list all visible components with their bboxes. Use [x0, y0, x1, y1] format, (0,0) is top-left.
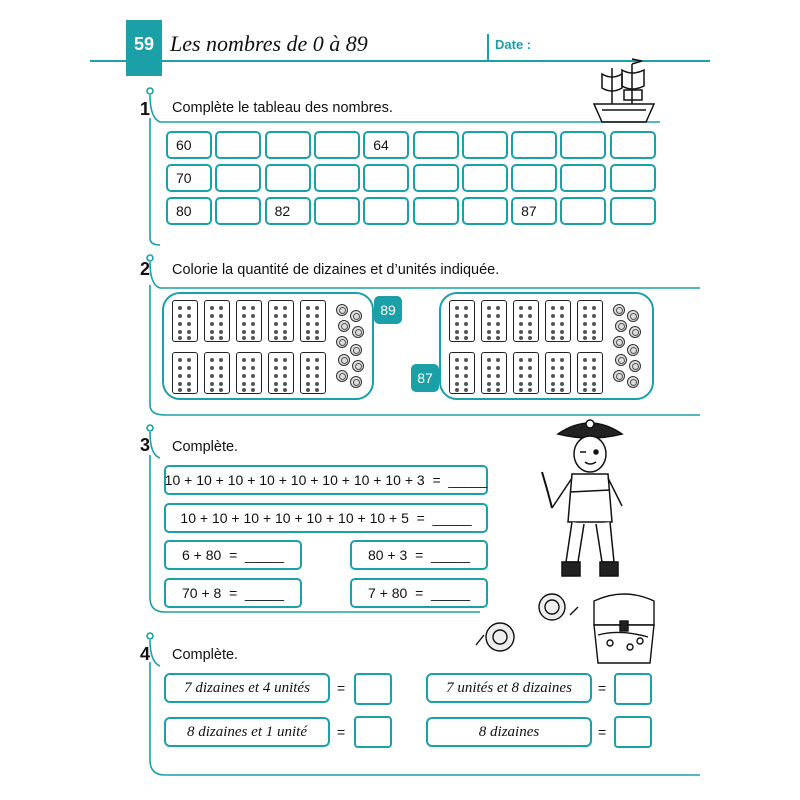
table-cell[interactable] — [413, 197, 459, 225]
ten-dot-card[interactable] — [204, 352, 230, 394]
coin-icon[interactable] — [613, 336, 625, 348]
exercise-number-3: 3 — [139, 434, 150, 455]
equals-sign: = — [337, 724, 346, 740]
ten-dot-card[interactable] — [300, 352, 326, 394]
target-value-left: 89 — [374, 296, 402, 324]
equals-sign: = — [598, 724, 607, 740]
exercise-number-4: 4 — [139, 643, 150, 664]
coin-icon[interactable] — [613, 304, 625, 316]
table-cell[interactable] — [560, 131, 606, 159]
ten-dot-card[interactable] — [236, 352, 262, 394]
table-cell[interactable] — [610, 131, 656, 159]
coloring-panel-left — [162, 292, 374, 400]
coin-icon[interactable] — [336, 370, 348, 382]
coin-icon[interactable] — [338, 354, 350, 366]
ten-dot-card[interactable] — [268, 352, 294, 394]
equals-sign: = — [337, 680, 346, 696]
ten-dot-card[interactable] — [545, 300, 571, 342]
calculation-80-plus-3[interactable]: 80 + 3 = _____ — [350, 540, 488, 570]
table-cell[interactable] — [265, 164, 311, 192]
calculation-70-plus-8[interactable]: 70 + 8 = _____ — [164, 578, 302, 608]
table-cell[interactable] — [560, 197, 606, 225]
table-cell[interactable] — [215, 164, 261, 192]
table-cell[interactable] — [314, 197, 360, 225]
coin-icon[interactable] — [615, 320, 627, 332]
exercise-number-1: 1 — [139, 98, 150, 119]
ten-dot-card[interactable] — [172, 300, 198, 342]
table-cell[interactable] — [462, 164, 508, 192]
ten-dot-card[interactable] — [577, 352, 603, 394]
exercise-number-2: 2 — [139, 258, 150, 279]
date-label: Date : — [495, 37, 532, 52]
ten-dot-card[interactable] — [481, 300, 507, 342]
table-cell[interactable] — [314, 164, 360, 192]
target-value-right: 87 — [411, 364, 439, 392]
ten-dot-card[interactable] — [481, 352, 507, 394]
ten-dot-card[interactable] — [449, 352, 475, 394]
table-cell[interactable] — [413, 164, 459, 192]
coin-icon[interactable] — [336, 336, 348, 348]
table-cell: 64 — [363, 131, 409, 159]
treasure-illustration — [470, 585, 660, 670]
phrase-7-dizaines-4-unites: 7 dizaines et 4 unités — [164, 673, 330, 703]
pirate-illustration — [530, 412, 640, 592]
coin-icon[interactable] — [615, 354, 627, 366]
page-title: Les nombres de 0 à 89 — [170, 31, 368, 56]
answer-box-1[interactable] — [354, 673, 392, 705]
coin-icon[interactable] — [336, 304, 348, 316]
phrase-7-unites-8-dizaines: 7 unités et 8 dizaines — [426, 673, 592, 703]
ten-dot-card[interactable] — [513, 352, 539, 394]
table-cell[interactable] — [314, 131, 360, 159]
ten-dot-card[interactable] — [577, 300, 603, 342]
answer-box-2[interactable] — [614, 673, 652, 705]
coin-icon[interactable] — [338, 320, 350, 332]
table-cell[interactable] — [610, 164, 656, 192]
table-cell[interactable] — [610, 197, 656, 225]
table-cell[interactable] — [462, 197, 508, 225]
table-cell[interactable] — [560, 164, 606, 192]
coin-icon[interactable] — [350, 344, 362, 356]
table-cell[interactable] — [511, 131, 557, 159]
table-cell: 70 — [166, 164, 212, 192]
page-number: 59 — [126, 20, 162, 76]
exercise-3-instruction: Complète. — [172, 439, 239, 455]
coin-icon[interactable] — [352, 360, 364, 372]
coin-icon[interactable] — [627, 310, 639, 322]
ten-dot-card[interactable] — [172, 352, 198, 394]
coin-icon[interactable] — [352, 326, 364, 338]
table-cell: 82 — [265, 197, 311, 225]
ten-dot-card[interactable] — [545, 352, 571, 394]
table-cell[interactable] — [363, 197, 409, 225]
calculation-long-2[interactable]: 10 + 10 + 10 + 10 + 10 + 10 + 10 + 5 = _____ — [164, 503, 488, 533]
calculation-long-1[interactable]: 10 + 10 + 10 + 10 + 10 + 10 + 10 + 10 + 3 = _____ — [164, 465, 488, 495]
coin-icon[interactable] — [627, 376, 639, 388]
table-cell[interactable] — [215, 197, 261, 225]
answer-box-3[interactable] — [354, 716, 392, 748]
phrase-8-dizaines: 8 dizaines — [426, 717, 592, 747]
ten-dot-card[interactable] — [449, 300, 475, 342]
table-cell: 87 — [511, 197, 557, 225]
equals-sign: = — [598, 680, 607, 696]
coin-icon[interactable] — [350, 376, 362, 388]
table-cell: 80 — [166, 197, 212, 225]
table-cell[interactable] — [265, 131, 311, 159]
table-cell[interactable] — [511, 164, 557, 192]
exercise-2-instruction: Colorie la quantité de dizaines et d’unités indiquée. — [172, 262, 500, 278]
ten-dot-card[interactable] — [204, 300, 230, 342]
pirate-ship-illustration — [588, 58, 660, 130]
coin-icon[interactable] — [350, 310, 362, 322]
coin-icon[interactable] — [629, 360, 641, 372]
table-cell: 60 — [166, 131, 212, 159]
ten-dot-card[interactable] — [513, 300, 539, 342]
answer-box-4[interactable] — [614, 716, 652, 748]
table-cell[interactable] — [413, 131, 459, 159]
coin-icon[interactable] — [627, 344, 639, 356]
exercise-4-instruction: Complète. — [172, 647, 239, 663]
ten-dot-card[interactable] — [236, 300, 262, 342]
exercise-1-instruction: Complète le tableau des nombres. — [172, 100, 393, 116]
ten-dot-card[interactable] — [268, 300, 294, 342]
phrase-8-dizaines-1-unite: 8 dizaines et 1 unité — [164, 717, 330, 747]
coin-icon[interactable] — [629, 326, 641, 338]
calculation-7-plus-80[interactable]: 7 + 80 = _____ — [350, 578, 488, 608]
calculation-6-plus-80[interactable]: 6 + 80 = _____ — [164, 540, 302, 570]
ten-dot-card[interactable] — [300, 300, 326, 342]
coloring-panel-right — [439, 292, 654, 400]
coin-icon[interactable] — [613, 370, 625, 382]
table-cell[interactable] — [462, 131, 508, 159]
table-cell[interactable] — [363, 164, 409, 192]
table-cell[interactable] — [215, 131, 261, 159]
